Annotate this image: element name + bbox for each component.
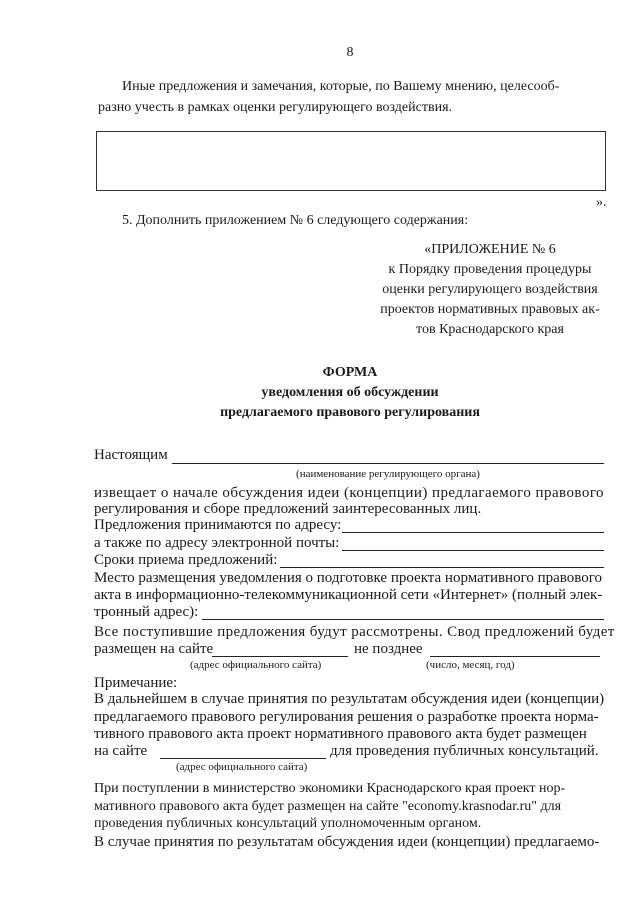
- closing-line: В случае принятия по результатам обсуждения идеи (концепции) предлагаемо-: [94, 834, 600, 850]
- address-label: Предложения принимаются по адресу:: [94, 517, 342, 533]
- form-subtitle-1: уведомления об обсуждении: [261, 385, 439, 400]
- no-later-than-label: не позднее: [354, 641, 423, 657]
- intro-line-1: Иные предложения и замечания, которые, по Вашему мнению, целесооб-: [122, 79, 560, 94]
- site-address-caption: (адрес официального сайта): [190, 659, 322, 671]
- all-proposals-line: Все поступившие предложения будут рассмотрены. Свод предложений будет: [94, 624, 615, 640]
- posted-on-site-label: размещен на сайте: [94, 641, 214, 657]
- appendix-line-4: проектов нормативных правовых ак-: [380, 302, 600, 317]
- address-line[interactable]: [342, 532, 604, 533]
- note-line-2: предлагаемого правового регулирования решения о разработке проекта норма-: [94, 709, 599, 725]
- site-address-line[interactable]: [212, 656, 348, 657]
- note-line-1: В дальнейшем в случае принятия по результатам обсуждения идеи (концепции): [94, 691, 605, 707]
- date-caption: (число, месяц, год): [426, 659, 515, 671]
- web-address-line[interactable]: [202, 619, 604, 620]
- note-label: Примечание:: [94, 675, 178, 691]
- note-line-3: тивного правового акта проект нормативного правового акта будет размещен: [94, 726, 587, 742]
- amendment-item: 5. Дополнить приложением № 6 следующего содержания:: [122, 213, 469, 228]
- note-site-label: на сайте: [94, 743, 148, 759]
- deadline-line[interactable]: [280, 567, 604, 568]
- appendix-line-2: к Порядку проведения процедуры: [388, 262, 592, 277]
- ministry-line-3: проведения публичных консультаций уполномоченным органом.: [94, 816, 482, 831]
- ministry-line-2: мативного правового акта будет размещен на сайте "economy.krasnodar.ru" для: [94, 799, 562, 814]
- authority-name-caption: (наименование регулирующего органа): [296, 468, 480, 480]
- placement-line-1: Место размещения уведомления о подготовке проекта нормативного правового: [94, 570, 603, 586]
- appendix-line-5: тов Краснодарского края: [416, 322, 564, 337]
- note-consultations: для проведения публичных консультаций.: [330, 743, 599, 759]
- notify-line-1: извещает о начале обсуждения идеи (концепции) предлагаемого правового: [94, 485, 604, 501]
- note-site-line[interactable]: [160, 758, 326, 759]
- box-closing-quote: ».: [596, 195, 607, 210]
- form-subtitle-2: предлагаемого правового регулирования: [220, 405, 480, 420]
- email-line[interactable]: [342, 550, 604, 551]
- now-label: Настоящим: [94, 447, 168, 463]
- ministry-line-1: При поступлении в министерство экономики Краснодарского края проект нор-: [94, 781, 566, 796]
- notify-line-2: регулирования и сборе предложений заинтересованных лиц.: [94, 501, 482, 517]
- appendix-line-3: оценки регулирующего воздействия: [382, 282, 598, 297]
- deadline-label: Сроки приема предложений:: [94, 552, 278, 568]
- note-site-caption: (адрес официального сайта): [176, 761, 308, 773]
- authority-name-line[interactable]: [172, 463, 604, 464]
- date-line[interactable]: [430, 656, 600, 657]
- page-number: 8: [346, 45, 354, 60]
- email-label: а также по адресу электронной почты:: [94, 535, 340, 551]
- placement-line-2: акта в информационно-телекоммуникационной сети «Интернет» (полный элек-: [94, 587, 603, 603]
- suggestions-box: [96, 131, 606, 191]
- appendix-title: «ПРИЛОЖЕНИЕ № 6: [424, 242, 556, 257]
- intro-line-2: разно учесть в рамках оценки регулирующего воздействия.: [98, 100, 453, 115]
- form-title: ФОРМА: [322, 365, 378, 380]
- placement-line-3: тронный адрес):: [94, 604, 199, 620]
